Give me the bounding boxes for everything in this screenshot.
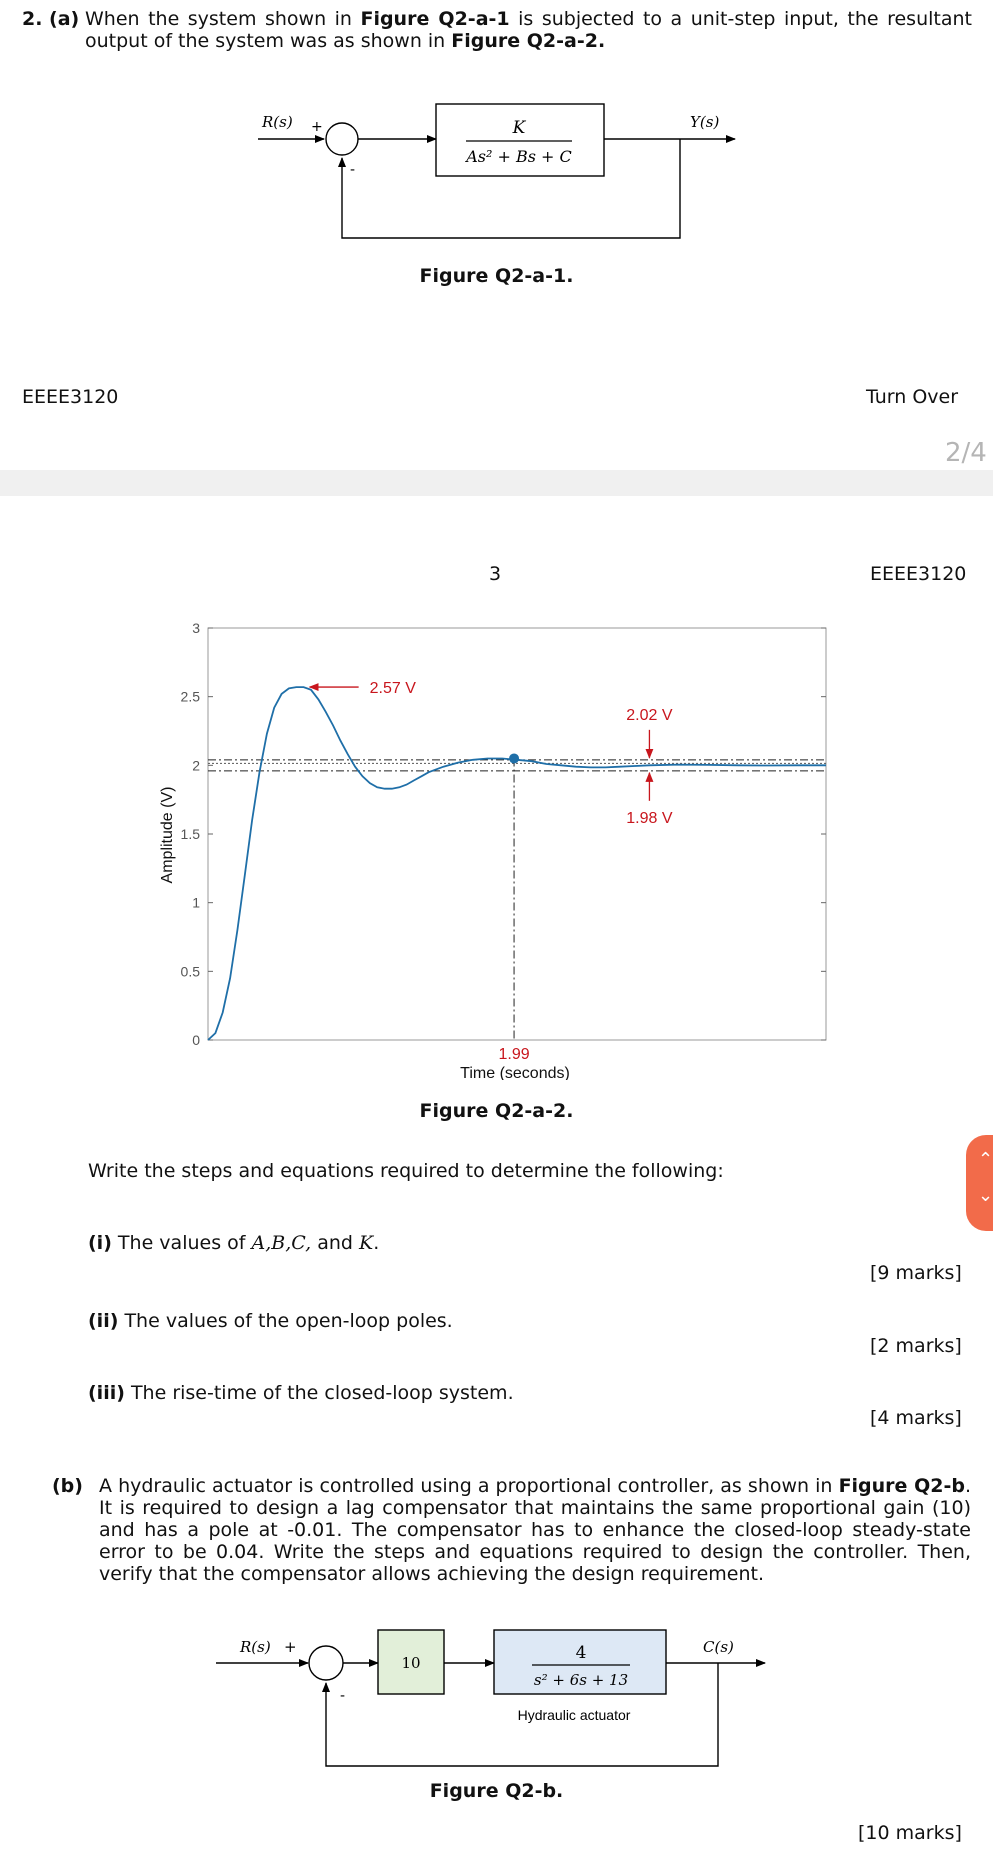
scroll-nav-widget[interactable] (966, 1135, 993, 1231)
y-tick-label: 0 (192, 1032, 200, 1048)
marks-ii: [2 marks] (870, 1335, 962, 1357)
marks-iii: [4 marks] (870, 1407, 962, 1429)
y-tick-label: 2.5 (180, 688, 200, 705)
tf-denominator: As² + Bs + C (466, 147, 572, 166)
lower-band-label: 1.98 V (626, 809, 673, 827)
plus-sign-b: + (284, 1638, 297, 1656)
q2b-label: (b) (52, 1475, 83, 1497)
page-separator (0, 470, 993, 496)
question-i (88, 1232, 379, 1254)
footer-turn-over: Turn Over (866, 386, 959, 408)
question-ii-number: (ii) (88, 1310, 119, 1332)
question-i-math2: K (359, 1232, 374, 1254)
input-label: R(s) (262, 113, 293, 131)
page-number: 3 (489, 563, 502, 585)
settling-point-marker (509, 753, 519, 763)
chevron-up-icon[interactable]: ⌃ (978, 1149, 993, 1170)
q2a-text-2: is subjected to a unit-step input, the resultant output of the system was as shown in (85, 8, 972, 52)
plant-label: Hydraulic actuator (517, 1707, 631, 1723)
output-label-b: C(s) (703, 1638, 734, 1656)
y-tick-label: 0.5 (180, 963, 200, 980)
plus-sign: + (311, 119, 323, 135)
chevron-down-icon[interactable]: ⌄ (978, 1185, 993, 1206)
y-tick-label: 3 (192, 620, 200, 636)
q2b-text-1: A hydraulic actuator is controlled using a proportional controller, as shown in (99, 1475, 839, 1497)
instruction-text: Write the steps and equations required to determine the following: (88, 1160, 724, 1182)
plant-denominator: s² + 6s + 13 (533, 1671, 629, 1689)
fig-caption-q2a2: Figure Q2-a-2. (419, 1100, 574, 1122)
q2a-fig-ref-1: Figure Q2-a-1 (360, 8, 510, 30)
peak-label: 2.57 V (369, 680, 416, 698)
question-iii (88, 1382, 514, 1404)
gain-value: 10 (401, 1654, 421, 1672)
q2a-fig-ref-2: Figure Q2-a-2. (451, 30, 606, 52)
q2a-intro (22, 8, 972, 52)
question-iii-number: (iii) (88, 1382, 125, 1404)
summing-junction-b (309, 1646, 343, 1680)
q2b-fig-ref: Figure Q2-b (838, 1475, 965, 1497)
question-ii-text: The values of the open-loop poles. (118, 1310, 453, 1332)
question-i-text-after: . (373, 1232, 380, 1254)
y-axis-label: Amplitude (V) (159, 786, 176, 884)
question-i-text-before: The values of (111, 1232, 252, 1254)
header-course-code: EEEE3120 (870, 563, 967, 585)
minus-sign: - (350, 162, 356, 178)
tf-numerator: K (512, 118, 526, 138)
block-diagram-q2b (0, 1618, 993, 1774)
q2b-text-2: . It is required to design a lag compensator that maintains the same proportional gain (10) and has a pole at -0.01. The compensator has to enhance the closed-loop steady-state error to be 0.04. Write the steps and equations required to design the controller. Then, verify that the compensator allows achieving the design requirement. (99, 1475, 971, 1585)
settling-time-label: 1.99 (498, 1046, 530, 1063)
block-diagram-q2a1 (0, 90, 993, 250)
y-tick-label: 2 (192, 757, 200, 774)
marks-b: [10 marks] (858, 1822, 962, 1844)
question-i-text-mid: and (311, 1232, 359, 1254)
input-label-b: R(s) (240, 1638, 271, 1656)
plot-area (208, 628, 826, 1040)
q2b-text (52, 1475, 971, 1585)
question-iii-text: The rise-time of the closed-loop system. (124, 1382, 514, 1404)
fig-caption-q2b: Figure Q2-b. (429, 1780, 564, 1802)
footer-course-code: EEEE3120 (22, 386, 119, 408)
output-label: Y(s) (690, 113, 720, 131)
question-ii (88, 1310, 453, 1332)
y-tick-label: 1.5 (180, 826, 200, 842)
page-indicator: 2/4 (945, 438, 987, 468)
marks-i: [9 marks] (870, 1262, 962, 1284)
fig-caption-q2a1: Figure Q2-a-1. (419, 265, 574, 287)
summing-junction (326, 123, 358, 155)
y-tick-label: 1 (192, 894, 200, 911)
minus-sign-b: - (340, 1688, 346, 1704)
question-i-number: (i) (88, 1232, 112, 1254)
question-i-math: A,B,C, (251, 1232, 312, 1254)
upper-band-label: 2.02 V (626, 706, 673, 724)
step-response-chart (0, 600, 993, 1080)
q2a-text-1: When the system shown in (85, 8, 361, 30)
x-axis-label: Time (seconds) (460, 1065, 570, 1080)
plant-numerator: 4 (575, 1643, 587, 1663)
q2a-label: 2. (a) (22, 8, 80, 30)
